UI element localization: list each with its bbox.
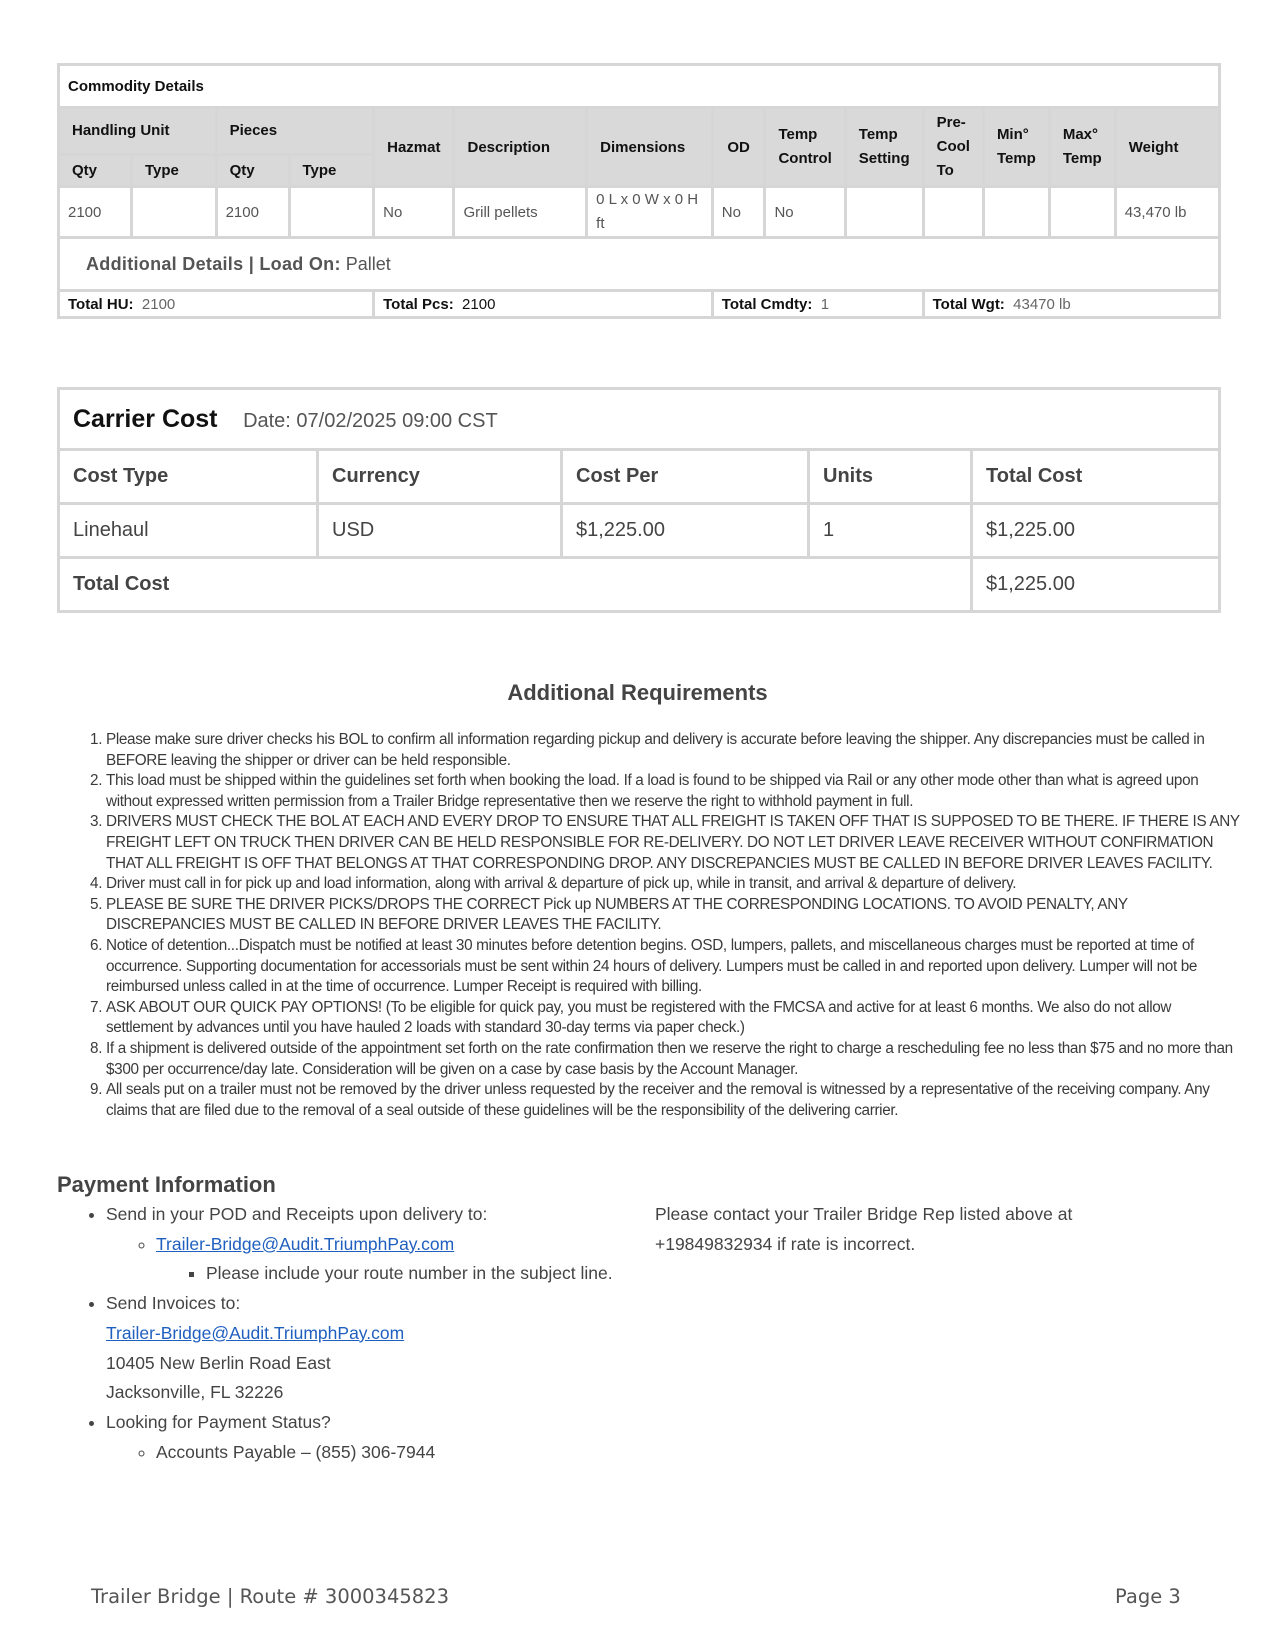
additional-details (59, 238, 1220, 291)
hu-type (131, 187, 216, 238)
payment-status-item (106, 1408, 637, 1467)
total-cmdty-label: Total Cmdty: (721, 295, 813, 313)
header-total-cost: Total Cost (972, 450, 1220, 504)
requirements-list (80, 730, 1241, 1121)
od-value: No (712, 187, 765, 238)
header-hu-type: Type (131, 154, 216, 186)
units-value: 1 (809, 504, 972, 558)
cost-per-value: $1,225.00 (562, 504, 809, 558)
header-od: OD (712, 108, 765, 187)
requirement-item: 1. Please make sure driver checks his BOL to confirm all information regarding pickup and delivery is accurate before leaving the shipper. Any discrepancies must be called in BEFORE leaving the shipper or driver can be held responsible. (106, 730, 1241, 771)
load-on-value: Pallet (345, 253, 391, 274)
header-max-temp: Max° Temp (1049, 108, 1115, 187)
total-cmdty-value: 1 (820, 295, 830, 313)
pcs-type (289, 187, 374, 238)
rep-contact-note: Please contact your Trailer Bridge Rep listed above at +19849832934 if rate is incorrect. (655, 1204, 1073, 1254)
total-cmdty (712, 291, 923, 318)
header-temp-control: Temp Control (765, 108, 845, 187)
max-temp-value (1049, 187, 1115, 238)
description-value: Grill pellets (454, 187, 587, 238)
requirement-item: 4. Driver must call in for pick up and load information, along with arrival & departure of pick up, while in transit, and arrival & departure of delivery. (106, 874, 1241, 895)
pod-note: ▪ Please include your route number in the subject line. (206, 1259, 637, 1289)
header-pieces: Pieces (216, 108, 374, 155)
header-pre-cool-to: Pre-Cool To (923, 108, 983, 187)
total-pcs-value: 2100 (462, 295, 496, 313)
header-description: Description (454, 108, 587, 187)
total-hu-label: Total HU: (68, 295, 134, 313)
footer-page-number: Page 3 (1115, 1585, 1181, 1608)
dimensions-value: 0 L x 0 W x 0 H ft (587, 187, 713, 238)
header-handling-unit: Handling Unit (59, 108, 217, 155)
requirement-item: 8. If a shipment is delivered outside of the appointment set forth on the rate confirmation then we reserve the right to charge a rescheduling fee no less than $75 and no more than $300 per occurrence/day late. Consideration will be given on a case by case basis by the Account Manager. (106, 1039, 1241, 1080)
header-min-temp: Min° Temp (983, 108, 1049, 187)
pod-item (106, 1200, 637, 1289)
header-cost-per: Cost Per (562, 450, 809, 504)
header-weight: Weight (1115, 108, 1219, 187)
additional-details-label: Additional Details | Load On: (86, 253, 341, 274)
hu-qty: 2100 (59, 187, 132, 238)
total-hu-value: 2100 (141, 295, 176, 313)
pod-email-item (156, 1230, 637, 1289)
header-dimensions: Dimensions (587, 108, 713, 187)
total-hu (59, 291, 374, 318)
header-units: Units (809, 450, 972, 504)
requirement-item: 6. Notice of detention...Dispatch must be notified at least 30 minutes before detention begins. OSD, lumpers, pallets, and miscellaneous charges must be reported at time of occurrence. Supporting documentation for accessorials must be sent within 24 hours of delivery. Lumpers must be called in and reported upon delivery. Lumper will not be reimbursed unless called in at the time of occurrence. Lumper Receipt is required with billing. (106, 936, 1241, 998)
commodity-row (59, 187, 1220, 238)
currency-value: USD (318, 504, 562, 558)
total-pcs (374, 291, 713, 318)
accounts-payable-contact: ◦ Accounts Payable – (855) 306-7944 (156, 1438, 637, 1468)
address-line2: Jacksonville, FL 32226 (106, 1382, 284, 1403)
additional-requirements-title: Additional Requirements (507, 680, 768, 705)
pre-cool-to-value (923, 187, 983, 238)
header-temp-setting: Temp Setting (845, 108, 923, 187)
cost-row (59, 504, 1220, 558)
total-cost-label: Total Cost (59, 558, 972, 612)
header-currency: Currency (318, 450, 562, 504)
min-temp-value (983, 187, 1049, 238)
carrier-cost-date: Date: 07/02/2025 09:00 CST (243, 409, 498, 432)
temp-control-value: No (765, 187, 845, 238)
commodity-details-table (57, 63, 1221, 319)
invoices-email-link[interactable]: Trailer-Bridge@Audit.TriumphPay.com (106, 1322, 405, 1343)
header-hu-qty: Qty (59, 154, 132, 186)
requirement-item: 2. This load must be shipped within the guidelines set forth when booking the load. If a load is found to be shipped via Rail or any other mode other than what is agreed upon without expressed written permission from a Trailer Bridge representative then we reserve the right to withhold payment in full. (106, 771, 1241, 812)
pod-label: Send in your POD and Receipts upon delivery to: (106, 1204, 488, 1224)
requirement-item: 3. DRIVERS MUST CHECK THE BOL AT EACH AND EVERY DROP TO ENSURE THAT ALL FREIGHT IS TAKEN OFF THAT IS SUPPOSED TO BE THERE. IF THERE IS ANY FREIGHT LEFT ON TRUCK THEN DRIVER CAN BE HELD RESPONSIBLE FOR RE-DELIVERY. DO NOT LET DRIVER LEAVE RECEIVER WITHOUT CONFIRMATION THAT ALL FREIGHT IS OFF THAT BELONGS AT THAT CORRESPONDING DROP. ANY DISCREPANCIES MUST BE CALLED IN BEFORE DRIVER LEAVES FACILITY. (106, 812, 1241, 874)
header-hazmat: Hazmat (374, 108, 454, 187)
invoices-item (106, 1289, 637, 1408)
pcs-qty: 2100 (216, 187, 289, 238)
weight-value: 43,470 lb (1115, 187, 1219, 238)
total-wgt-label: Total Wgt: (932, 295, 1005, 313)
address-line1: 10405 New Berlin Road East (106, 1352, 331, 1373)
header-pcs-type: Type (289, 154, 374, 186)
total-cost-value: $1,225.00 (972, 504, 1220, 558)
header-pcs-qty: Qty (216, 154, 289, 186)
invoices-label: Send Invoices to: (106, 1293, 241, 1314)
carrier-cost-title: Carrier Cost (73, 404, 218, 433)
temp-setting-value (845, 187, 923, 238)
footer-route: Trailer Bridge | Route # 3000345823 (91, 1585, 449, 1608)
payment-status-label: Looking for Payment Status? (106, 1411, 331, 1432)
cost-type-value: Linehaul (59, 504, 318, 558)
header-cost-type: Cost Type (59, 450, 318, 504)
requirement-item: 5. PLEASE BE SURE THE DRIVER PICKS/DROPS THE CORRECT Pick up NUMBERS AT THE CORRESPONDING LOCATIONS. TO AVOID PENALTY, ANY DISCREPANCIES MUST BE CALLED IN BEFORE DRIVER LEAVES THE FACILITY. (106, 895, 1241, 936)
total-cost-sum: $1,225.00 (972, 558, 1220, 612)
payment-instructions (57, 1200, 637, 1467)
total-pcs-label: Total Pcs: (383, 295, 454, 313)
hazmat-value: No (374, 187, 454, 238)
total-wgt (923, 291, 1219, 318)
carrier-cost-header (59, 389, 1220, 450)
requirement-item: 7. ASK ABOUT OUR QUICK PAY OPTIONS! (To be eligible for quick pay, you must be registered with the FMCSA and active for at least 6 months. We also do not allow settlement by advances until you have hauled 2 loads with standard 30-day terms via paper check.) (106, 998, 1241, 1039)
carrier-cost-table (57, 387, 1221, 613)
total-wgt-value: 43470 lb (1013, 295, 1071, 313)
payment-information-title: Payment Information (57, 1172, 276, 1197)
commodity-title: Commodity Details (59, 65, 1220, 108)
requirement-item: 9. All seals put on a trailer must not be removed by the driver unless requested by the receiver and the removal is witnessed by a representative of the receiving company. Any claims that are filed due to the removal of a seal outside of these guidelines will be the responsibility of the delivering carrier. (106, 1080, 1241, 1121)
pod-email-link[interactable]: Trailer-Bridge@Audit.TriumphPay.com (156, 1233, 455, 1254)
